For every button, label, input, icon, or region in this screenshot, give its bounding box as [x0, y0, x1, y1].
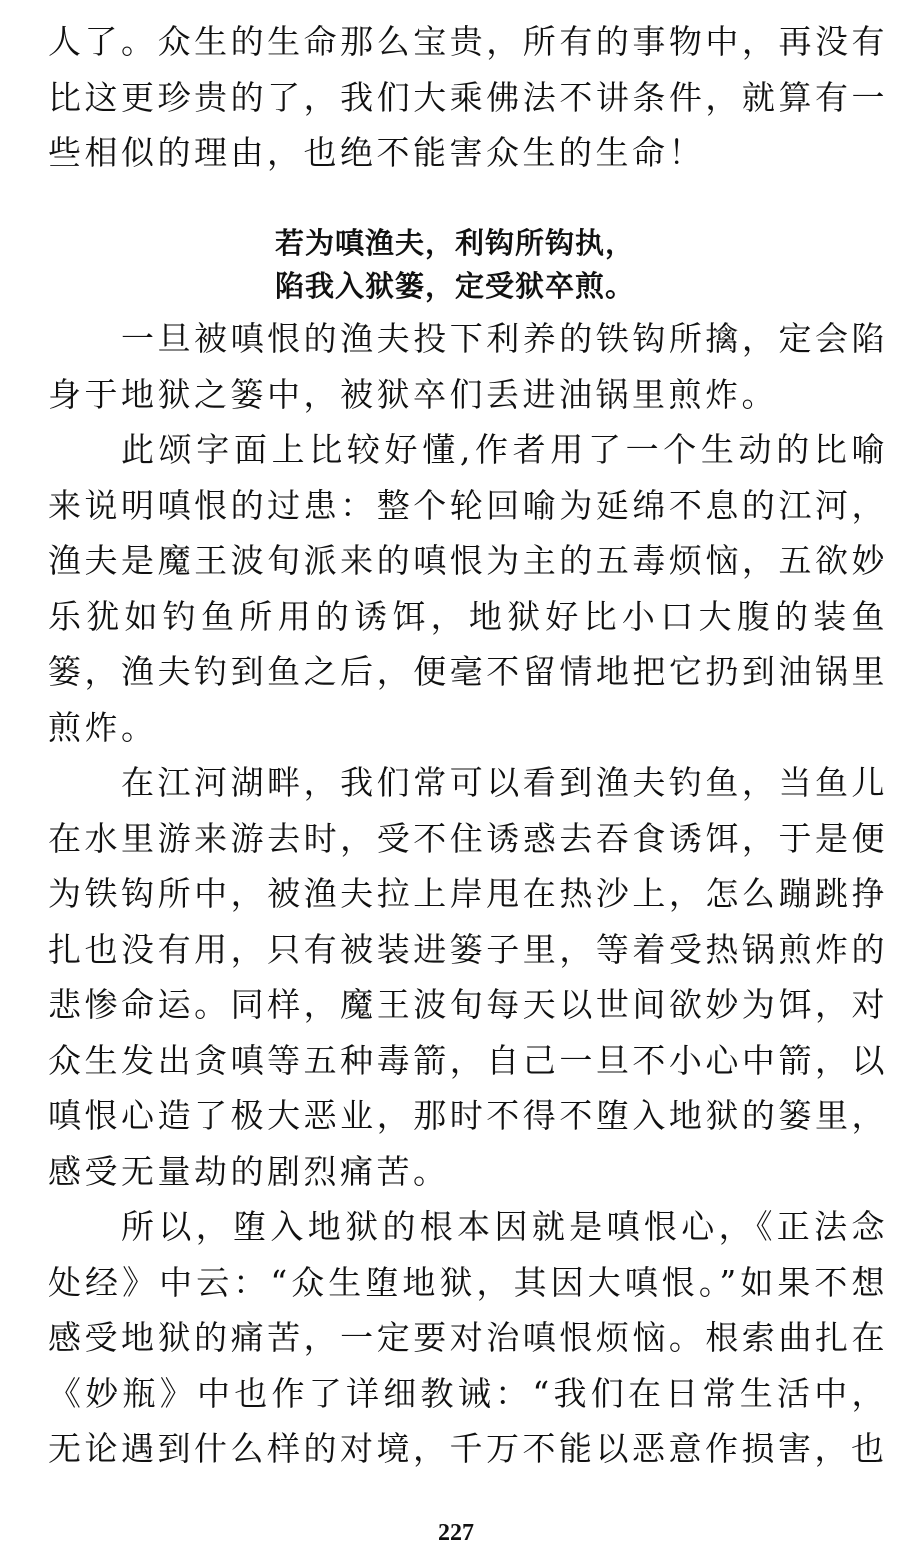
verse-line-2: 陷我入狱篓，定受狱卒煎。: [275, 269, 636, 303]
paragraph-continuation: 人了。众生的生命那么宝贵，所有的事物中，再没有比这更珍贵的了，我们大乘佛法不讲条件，就算有一些相似的理由，也绝不能害众生的生命！: [48, 22, 888, 172]
page-number: 227: [438, 1520, 474, 1546]
paragraph-1: 一旦被嗔恨的渔夫投下利养的铁钩所擒，定会陷身于地狱之篓中，被狱卒们丢进油锅里煎炸。: [48, 319, 888, 414]
verse-line-1: 若为嗔渔夫，利钩所钩执，: [275, 226, 636, 260]
paragraph-4: 所以，堕入地狱的根本因就是嗔恨心，《正法念处经》中云：“众生堕地狱，其因大嗔恨。”如果不想感受地狱的痛苦，一定要对治嗔恨烦恼。根索曲扎在《妙瓶》中也作了详细教诫：“我们在日常生活中，无论遇到什么样的对境，千万不能以恶意作损害，也: [48, 1207, 888, 1468]
paragraph-2: 此颂字面上比较好懂,作者用了一个生动的比喻来说明嗔恨的过患：整个轮回喻为延绵不息的江河，渔夫是魔王波旬派来的嗔恨为主的五毒烦恼，五欲妙乐犹如钓鱼所用的诱饵，地狱好比小口大腹的装鱼篓，渔夫钓到鱼之后，便毫不留情地把它扔到油锅里煎炸。: [48, 430, 888, 747]
paragraph-3: 在江河湖畔，我们常可以看到渔夫钓鱼，当鱼儿在水里游来游去时，受不住诱惑去吞食诱饵，于是便为铁钩所中，被渔夫拉上岸甩在热沙上，怎么蹦跳挣扎也没有用，只有被装进篓子里，等着受热锅煎炸的悲惨命运。同样，魔王波旬每天以世间欲妙为饵，对众生发出贪嗔等五种毒箭，自己一旦不小心中箭，以嗔恨心造了极大恶业，那时不得不堕入地狱的篓里，感受无量劫的剧烈痛苦。: [48, 763, 888, 1191]
